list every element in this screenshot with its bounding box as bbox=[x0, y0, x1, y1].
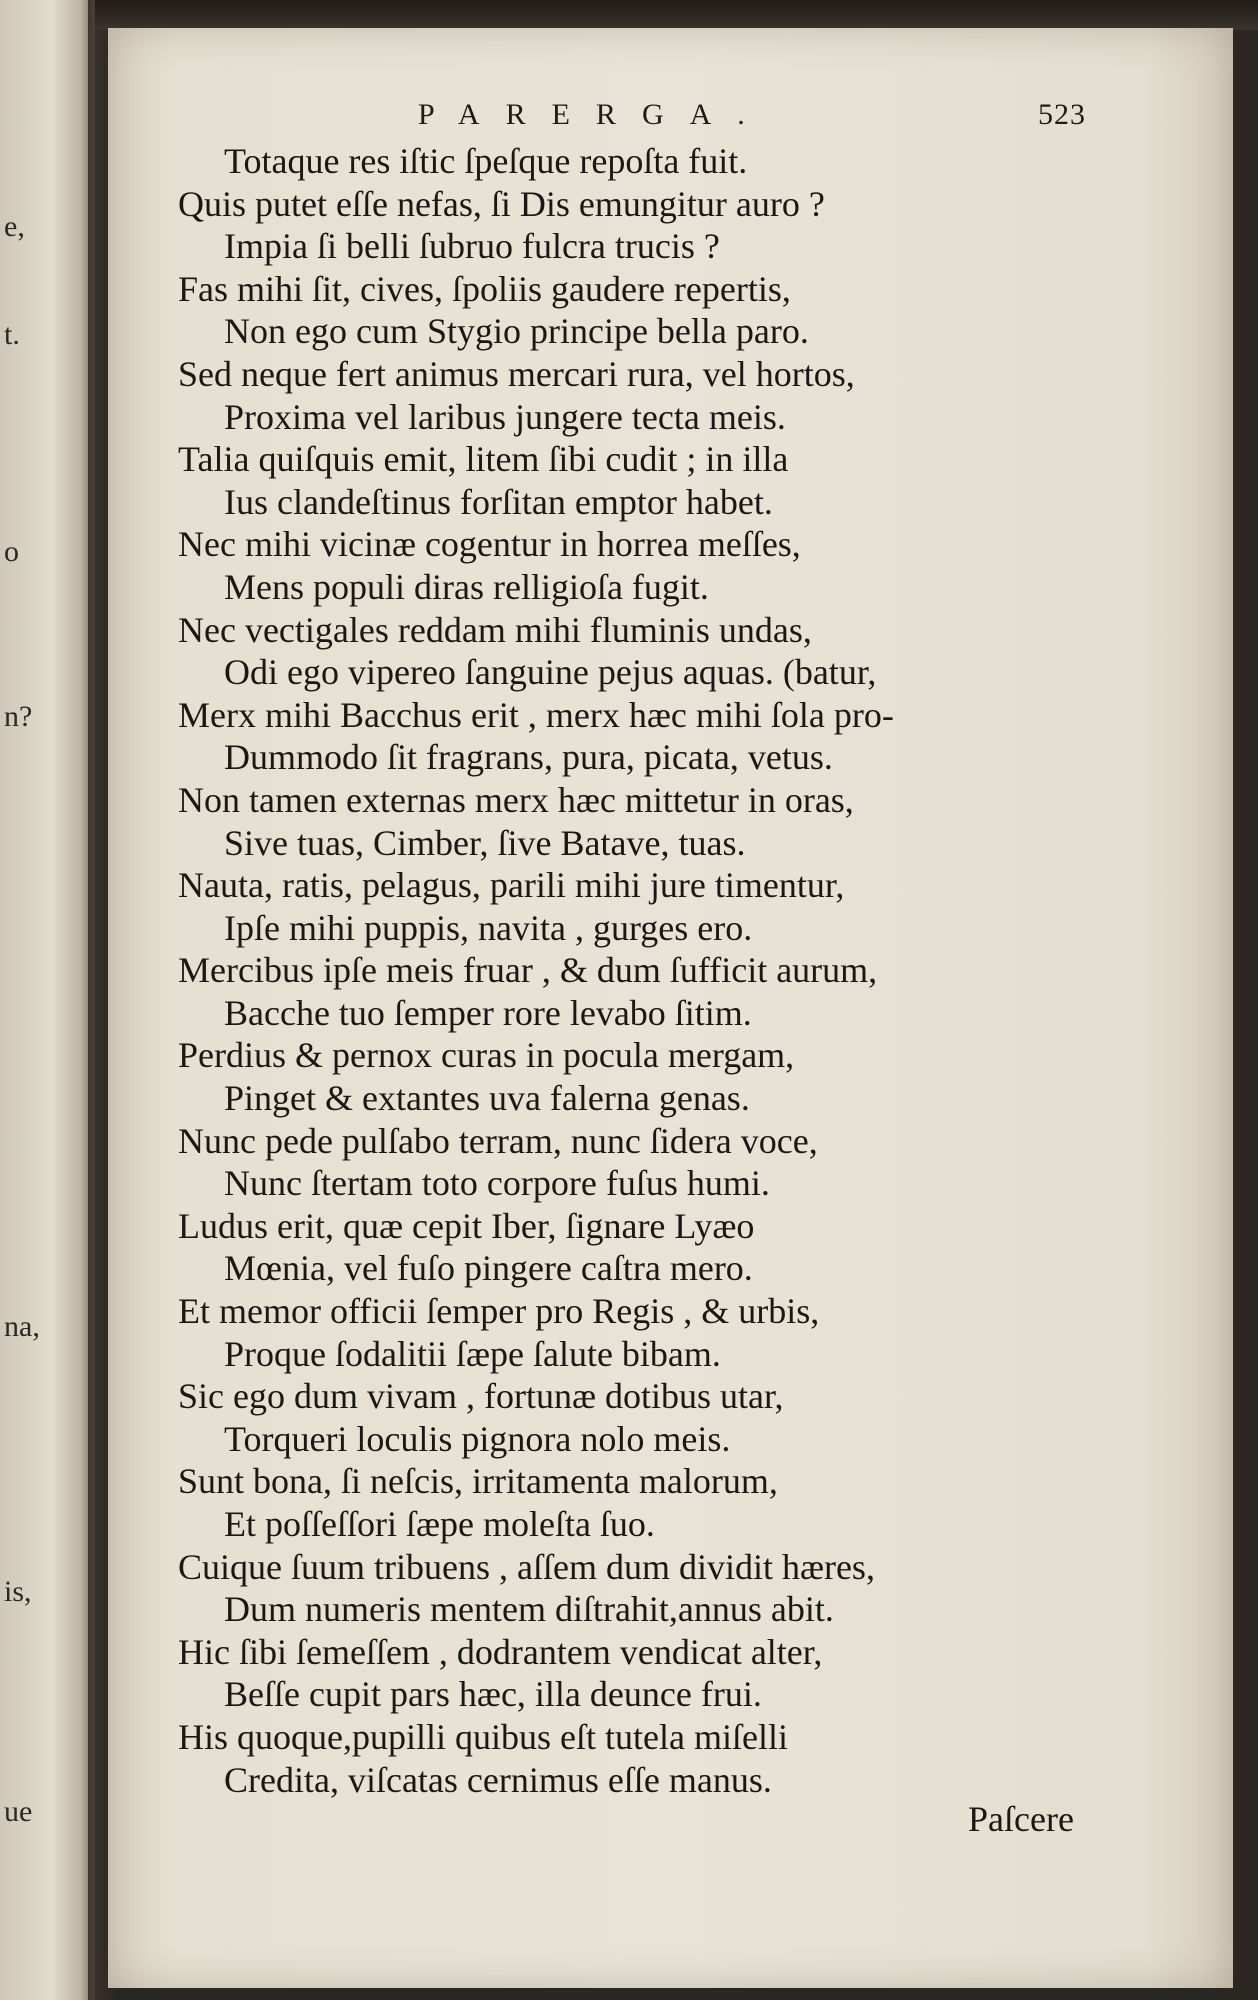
poem-line: Odi ego vipereo ſanguine pejus aquas. (batur, bbox=[224, 652, 877, 693]
poem-line: Nunc ſtertam toto corpore fuſus humi. bbox=[224, 1163, 770, 1204]
poem-line: Dummodo ſit fragrans, pura, picata, vetus. bbox=[224, 737, 833, 778]
poem-line: Sunt bona, ſi neſcis, irritamenta malorum, bbox=[178, 1461, 778, 1502]
poem-line: Sive tuas, Cimber, ſive Batave, tuas. bbox=[224, 822, 746, 863]
poem-line: Perdius & pernox curas in pocula mergam, bbox=[178, 1035, 795, 1076]
facing-page-fragment: e, bbox=[4, 210, 25, 243]
poem-line: Sed neque fert animus mercari rura, vel hortos, bbox=[178, 353, 855, 394]
book-cover-edge bbox=[95, 0, 1258, 30]
poem-line: Non ego cum Stygio principe bella paro. bbox=[224, 311, 809, 352]
facing-page-fragment: o bbox=[4, 535, 19, 568]
poem-line: Mercibus ipſe meis fruar , & dum ſufficit aurum, bbox=[178, 950, 878, 991]
facing-page-fragment: ue bbox=[4, 1795, 33, 1828]
poem-line: Non tamen externas merx hæc mittetur in oras, bbox=[178, 779, 854, 820]
poem-line: Et memor officii ſemper pro Regis , & urbis, bbox=[178, 1291, 820, 1332]
poem-line: Merx mihi Bacchus erit , merx hæc mihi ſola pro- bbox=[178, 694, 894, 735]
page-number: 523 bbox=[1038, 98, 1086, 131]
poem-line: Ipſe mihi puppis, navita , gurges ero. bbox=[224, 907, 753, 948]
poem-line: Ludus erit, quæ cepit Iber, ſignare Lyæo bbox=[178, 1205, 755, 1246]
catchword: Paſcere bbox=[968, 1799, 1074, 1839]
poem-line: Et poſſeſſori ſæpe moleſta ſuo. bbox=[224, 1504, 655, 1544]
poem-line: Torqueri loculis pignora nolo meis. bbox=[224, 1418, 731, 1459]
poem-line: Hic ſibi ſemeſſem , dodrantem vendicat alter, bbox=[178, 1631, 823, 1672]
facing-page-fragment: n? bbox=[4, 700, 33, 733]
poem-line: Quis putet eſſe nefas, ſi Dis emungitur auro ? bbox=[178, 183, 825, 224]
poem-line: Nauta, ratis, pelagus, parili mihi jure timentur, bbox=[178, 865, 845, 906]
poem-line: Impia ſi belli ſubruo fulcra trucis ? bbox=[224, 226, 720, 267]
poem-line: Dum numeris mentem diſtrahit,annus abit. bbox=[224, 1589, 834, 1630]
facing-page-fragment: na, bbox=[4, 1310, 40, 1343]
poem-line: Totaque res iſtic ſpeſque repoſta fuit. bbox=[224, 141, 748, 181]
poem-line: His quoque,pupilli quibus eſt tutela miſelli bbox=[178, 1716, 788, 1757]
running-title: PARERGA. bbox=[418, 98, 771, 131]
poem-line: Mœnia, vel fuſo pingere caſtra mero. bbox=[224, 1248, 753, 1289]
poem-line: Nec mihi vicinæ cogentur in horrea meſſes, bbox=[178, 524, 801, 565]
poem-line: Bacche tuo ſemper rore levabo ſitim. bbox=[224, 992, 752, 1033]
poem-line: Proxima vel laribus jungere tecta meis. bbox=[224, 396, 786, 437]
poem-line: Sic ego dum vivam , fortunæ dotibus utar, bbox=[178, 1376, 784, 1417]
poem-line: Cuique ſuum tribuens , aſſem dum dividit hæres, bbox=[178, 1546, 875, 1587]
poem-line: Nec vectigales reddam mihi fluminis undas, bbox=[178, 609, 812, 650]
poem-line: Mens populi diras relligioſa fugit. bbox=[224, 566, 709, 607]
poem-line: Fas mihi ſit, cives, ſpoliis gaudere repertis, bbox=[178, 268, 791, 309]
facing-page-fragment: t. bbox=[4, 318, 20, 351]
poem-line: Talia quiſquis emit, litem ſibi cudit ; in illa bbox=[178, 439, 789, 480]
poem-line: Pinget & extantes uva falerna genas. bbox=[224, 1078, 750, 1119]
facing-page-edge bbox=[0, 0, 95, 2000]
facing-page-fragment: is, bbox=[4, 1575, 32, 1608]
book-page bbox=[108, 28, 1233, 1988]
poem-line: Beſſe cupit pars hæc, illa deunce frui. bbox=[224, 1674, 762, 1715]
poem-text bbox=[178, 140, 1218, 1801]
poem-line: Nunc pede pulſabo terram, nunc ſidera voce, bbox=[178, 1120, 818, 1161]
poem-line: Ius clandeſtinus forſitan emptor habet. bbox=[224, 481, 773, 522]
poem-line: Credita, viſcatas cernimus eſſe manus. bbox=[224, 1759, 772, 1800]
poem-line: Proque ſodalitii ſæpe ſalute bibam. bbox=[224, 1333, 721, 1374]
